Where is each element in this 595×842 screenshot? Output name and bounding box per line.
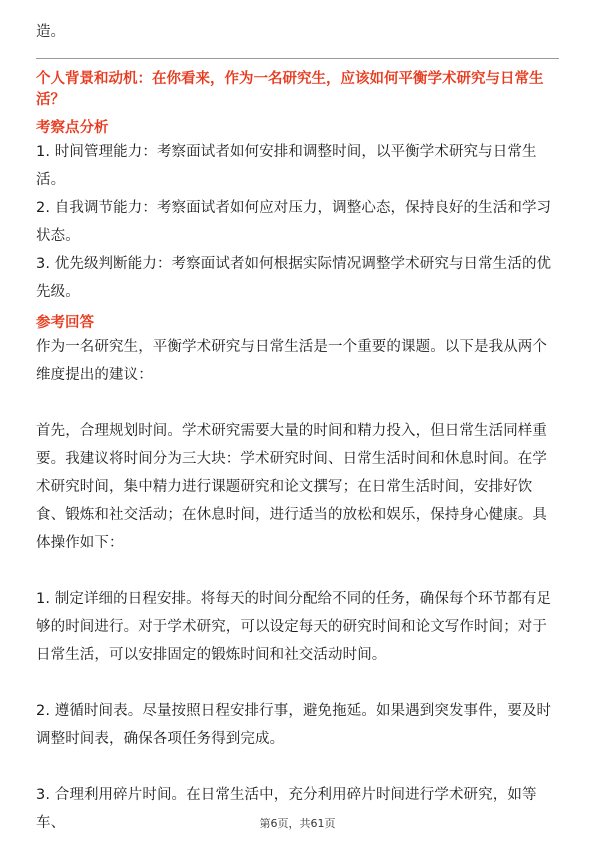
analysis-item: 1. 时间管理能力：考察面试者如何安排和调整时间，以平衡学术研究与日常生活。 [36,144,537,188]
step-item: 2. 遵循时间表。尽量按照日程安排行事，避免拖延。如果遇到突发事件，要及时调整时间表，确保各项任务得到完成。 [36,703,552,747]
analysis-title: 考察点分析 [36,120,109,136]
analysis-item: 2. 自我调节能力：考察面试者如何应对压力，调整心态，保持良好的生活和学习状态。 [36,200,552,244]
page-number: 第6页，共61页 [259,817,336,830]
answer-intro: 作为一名研究生，平衡学术研究与日常生活是一个重要的课题。以下是我从两个维度提出的建议： [36,339,547,383]
paragraph-gap [36,753,559,781]
question-heading: 个人背景和动机：在你看来，作为一名研究生，应该如何平衡学术研究与日常生活？ [36,71,544,108]
analysis-item: 3. 优先级判断能力：考察面试者如何根据实际情况调整学术研究与日常生活的优先级。 [36,256,552,300]
continued-text: 造。 [36,24,65,40]
main-content [36,69,559,837]
step-item: 3. 合理利用碎片时间。在日常生活中，充分利用碎片时间进行学术研究，如等车、 [36,787,537,831]
paragraph-gap [36,669,559,697]
step-item: 1. 制定详细的日程安排。将每天的时间分配给不同的任务，确保每个环节都有足够的时间进行。对于学术研究，可以设定每天的研究时间和论文写作时间；对于日常生活，可以安排固定的锻炼时间和社交活动时间。 [36,591,552,663]
paragraph-gap [36,557,559,585]
section-divider [36,58,559,59]
paragraph-gap [36,389,559,417]
answer-title: 参考回答 [36,315,94,331]
answer-paragraph: 首先，合理规划时间。学术研究需要大量的时间和精力投入，但日常生活同样重要。我建议将时间分为三大块：学术研究时间、日常生活时间和休息时间。在学术研究时间，集中精力进行课题研究和论文撰写；在日常生活时间，安排好饮食、锻炼和社交活动；在休息时间，进行适当的放松和娱乐，保持身心健康。具体操作如下： [36,423,547,551]
